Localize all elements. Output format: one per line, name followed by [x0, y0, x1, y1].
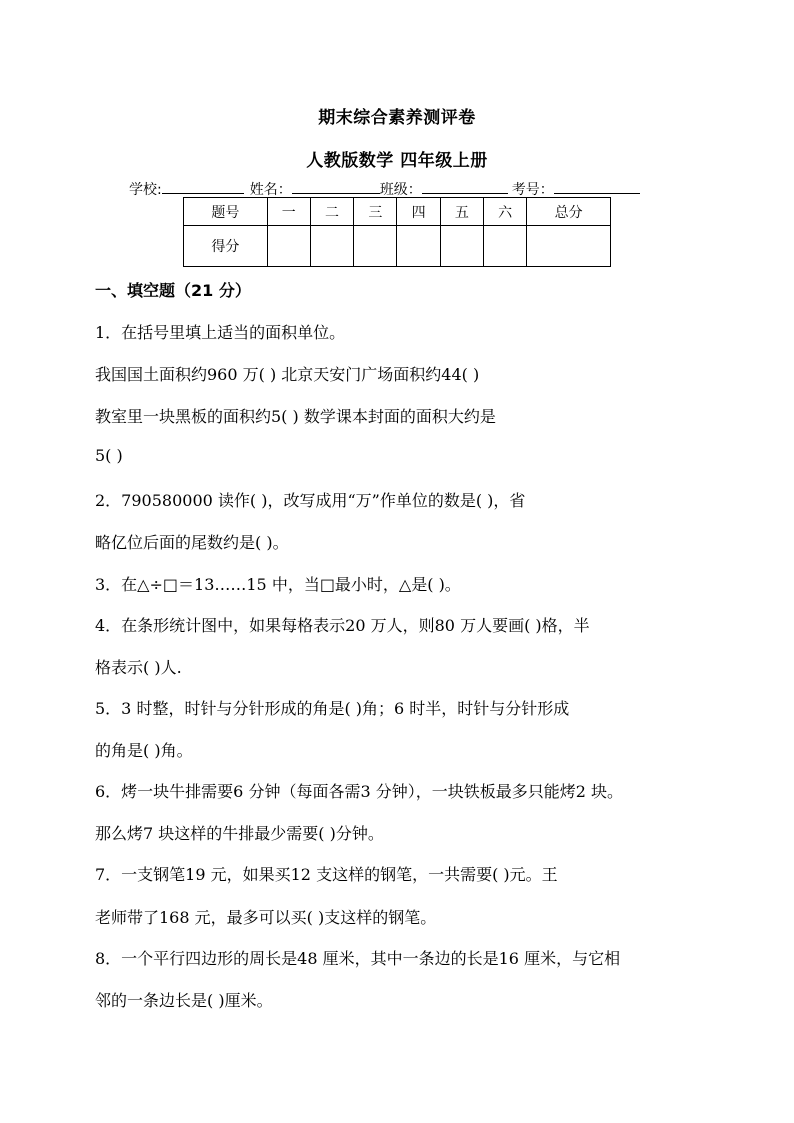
question-line: 3．在△÷□＝13……15 中，当□最小时，△是( )。: [95, 575, 461, 594]
number-label: 考号：: [511, 182, 554, 198]
question-line: 4．在条形统计图中，如果每格表示20 万人，则80 万人要画( )格，半: [95, 616, 590, 635]
question-line: 5．3 时整，时针与分针形成的角是( )角；6 时半，时针与分针形成: [95, 699, 570, 718]
score-table-header-cell: 四: [397, 198, 440, 226]
score-entry-cell[interactable]: [440, 226, 483, 267]
exam-title: 期末综合素养测评卷: [318, 108, 476, 128]
score-table-header-cell: 题号: [184, 198, 268, 226]
question-line: 那么烤7 块这样的牛排最少需要( )分钟。: [95, 824, 384, 843]
score-entry-cell[interactable]: [267, 226, 310, 267]
section-heading: 一、填空题（21 分）: [95, 281, 251, 300]
score-table-header-cell: 总分: [527, 198, 611, 226]
school-blank[interactable]: [162, 178, 244, 194]
score-entry-cell[interactable]: [310, 226, 353, 267]
question-line: 5( ): [95, 446, 123, 465]
class-blank[interactable]: [422, 178, 508, 194]
question-line: 8．一个平行四边形的周长是48 厘米，其中一条边的长是16 厘米，与它相: [95, 949, 621, 968]
question-line: 我国国土面积约960 万( ) 北京天安门广场面积约44( ): [95, 365, 480, 384]
exam-subtitle: 人教版数学 四年级上册: [306, 151, 488, 171]
number-blank[interactable]: [554, 178, 640, 194]
question-line: 老师带了168 元，最多可以买( )支这样的钢笔。: [95, 908, 437, 927]
name-blank[interactable]: [292, 178, 380, 194]
score-table-header-row: [184, 198, 611, 226]
question-line: 略亿位后面的尾数约是( )。: [95, 533, 289, 552]
question-line: 邻的一条边长是( )厘米。: [95, 991, 273, 1010]
score-table-header-cell: 一: [267, 198, 310, 226]
question-line: 的角是( )角。: [95, 741, 193, 760]
score-table-score-row: [184, 226, 611, 267]
question-line: 2．790580000 读作( )，改写成用“万”作单位的数是( )，省: [95, 491, 526, 510]
question-line: 格表示( )人.: [95, 658, 182, 677]
question-line: 教室里一块黑板的面积约5( ) 数学课本封面的面积大约是: [95, 407, 496, 426]
score-entry-cell[interactable]: [354, 226, 397, 267]
class-label: 班级：: [379, 182, 422, 198]
student-info-line: [129, 178, 669, 199]
question-line: 7．一支钢笔19 元，如果买12 支这样的钢笔，一共需要( )元。王: [95, 865, 558, 884]
score-table-header-cell: 六: [483, 198, 526, 226]
score-entry-cell[interactable]: [527, 226, 611, 267]
score-entry-cell[interactable]: [397, 226, 440, 267]
question-line: 6．烤一块牛排需要6 分钟（每面各需3 分钟），一块铁板最多只能烤2 块。: [95, 782, 623, 801]
score-table: [183, 197, 611, 267]
question-line: 1．在括号里填上适当的面积单位。: [95, 323, 346, 342]
score-entry-cell[interactable]: [483, 226, 526, 267]
school-label: 学校:: [129, 182, 162, 198]
score-table-header-cell: 五: [440, 198, 483, 226]
score-label-cell: 得分: [184, 226, 268, 267]
name-label: 姓名：: [249, 182, 292, 198]
score-table-header-cell: 二: [310, 198, 353, 226]
score-table-header-cell: 三: [354, 198, 397, 226]
